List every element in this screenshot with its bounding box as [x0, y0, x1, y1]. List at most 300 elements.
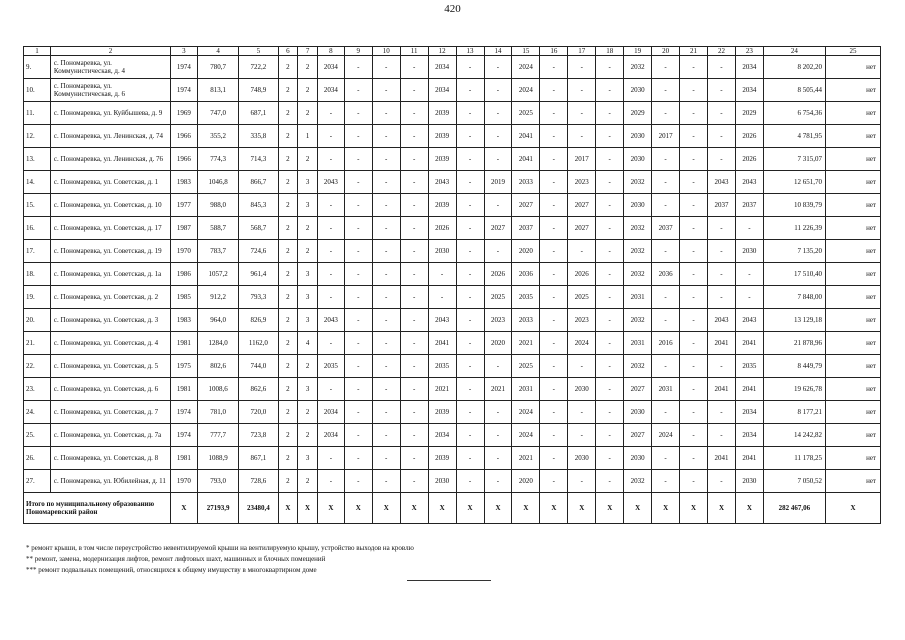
table-cell: -: [317, 447, 344, 470]
table-cell: нет: [825, 424, 880, 447]
table-cell: -: [652, 355, 680, 378]
header-cell: 22: [708, 47, 736, 56]
table-cell: -: [344, 171, 372, 194]
table-cell: 2023: [484, 309, 512, 332]
table-cell: -: [456, 263, 484, 286]
table-cell: 8 202,20: [763, 56, 825, 79]
table-cell: 747,0: [197, 102, 238, 125]
table-cell: 2023: [568, 309, 596, 332]
table-cell: -: [456, 56, 484, 79]
table-cell: -: [596, 447, 624, 470]
table-cell: -: [652, 102, 680, 125]
header-cell: 14: [484, 47, 512, 56]
table-cell: -: [428, 263, 456, 286]
table-cell: -: [540, 79, 568, 102]
total-cell: 27193,9: [197, 493, 238, 524]
total-cell: X: [624, 493, 652, 524]
table-cell: -: [540, 240, 568, 263]
table-cell: 2030: [624, 79, 652, 102]
table-cell: -: [568, 424, 596, 447]
table-cell: 2032: [624, 56, 652, 79]
table-cell: 780,7: [197, 56, 238, 79]
table-cell: 2: [278, 447, 298, 470]
table-cell: 2027: [624, 378, 652, 401]
table-cell: 14 242,82: [763, 424, 825, 447]
table-cell: 7 848,00: [763, 286, 825, 309]
table-cell: -: [400, 148, 428, 171]
table-cell: -: [317, 148, 344, 171]
table-cell: 2020: [484, 332, 512, 355]
table-cell: нет: [825, 102, 880, 125]
table-cell: 2026: [484, 263, 512, 286]
table-cell: -: [652, 148, 680, 171]
table-cell: -: [344, 309, 372, 332]
table-cell: нет: [825, 125, 880, 148]
table-cell: 2035: [512, 286, 540, 309]
table-row: [24, 79, 881, 102]
table-cell: -: [456, 125, 484, 148]
table-cell: 728,6: [239, 470, 278, 493]
total-cell: X: [278, 493, 298, 524]
table-cell: -: [708, 424, 736, 447]
table-cell: -: [596, 332, 624, 355]
table-cell: 2032: [624, 263, 652, 286]
table-cell: -: [317, 332, 344, 355]
address-cell: с. Пономаревка, ул. Советская, д. 4: [50, 332, 170, 355]
table-cell: 781,0: [197, 401, 238, 424]
table-cell: -: [484, 401, 512, 424]
table-cell: -: [344, 56, 372, 79]
table-cell: 2024: [512, 401, 540, 424]
table-cell: 1: [298, 125, 318, 148]
table-cell: -: [456, 332, 484, 355]
table-cell: 2036: [512, 263, 540, 286]
table-cell: 2024: [512, 56, 540, 79]
table-cell: -: [652, 240, 680, 263]
table-row: [24, 355, 881, 378]
table-cell: 2030: [735, 240, 763, 263]
table-cell: 2: [298, 217, 318, 240]
table-cell: 1974: [170, 79, 197, 102]
table-cell: -: [708, 148, 736, 171]
divider: [407, 580, 491, 581]
table-cell: 2034: [735, 79, 763, 102]
table-cell: -: [372, 470, 400, 493]
address-cell: с. Пономаревка, ул. Советская, д. 10: [50, 194, 170, 217]
table-cell: 2034: [317, 56, 344, 79]
table-cell: -: [540, 217, 568, 240]
table-cell: -: [317, 194, 344, 217]
header-cell: 17: [568, 47, 596, 56]
table-cell: 1008,6: [197, 378, 238, 401]
table-cell: -: [400, 171, 428, 194]
table-cell: -: [344, 148, 372, 171]
table-cell: 2043: [735, 171, 763, 194]
table-cell: 2037: [708, 194, 736, 217]
table-row: [24, 56, 881, 79]
table-cell: -: [540, 56, 568, 79]
table-cell: 2: [278, 240, 298, 263]
table-row: [24, 401, 881, 424]
table-cell: 2032: [624, 470, 652, 493]
table-cell: -: [680, 447, 708, 470]
table-cell: -: [568, 102, 596, 125]
footnote: * ремонт крыши, в том числе переустройство невентилируемой крыши на вентилируемую крышу, устройство выходов на кровлю: [26, 544, 414, 552]
table-cell: 2: [298, 424, 318, 447]
table-cell: -: [680, 332, 708, 355]
table-cell: -: [372, 102, 400, 125]
address-cell: с. Пономаревка, ул. Советская, д. 6: [50, 378, 170, 401]
table-cell: -: [652, 79, 680, 102]
table-cell: 10 839,79: [763, 194, 825, 217]
total-cell: X: [170, 493, 197, 524]
table-cell: 2021: [484, 378, 512, 401]
table-cell: -: [540, 148, 568, 171]
table-cell: нет: [825, 240, 880, 263]
table-cell: -: [708, 286, 736, 309]
table-cell: -: [540, 470, 568, 493]
table-cell: -: [708, 470, 736, 493]
table-cell: 2020: [512, 470, 540, 493]
table-cell: -: [596, 355, 624, 378]
table-cell: 1981: [170, 378, 197, 401]
table-cell: 2043: [428, 171, 456, 194]
table-cell: -: [317, 125, 344, 148]
table-cell: -: [372, 424, 400, 447]
table-cell: 826,9: [239, 309, 278, 332]
table-cell: -: [680, 56, 708, 79]
header-cell: 15: [512, 47, 540, 56]
table-cell: 2032: [624, 355, 652, 378]
table-cell: 2037: [652, 217, 680, 240]
table-cell: 2032: [624, 309, 652, 332]
table-cell: 3: [298, 286, 318, 309]
table-cell: 2: [298, 79, 318, 102]
table-cell: 1162,0: [239, 332, 278, 355]
table-cell: 964,0: [197, 309, 238, 332]
table-cell: 1284,0: [197, 332, 238, 355]
table-cell: 1966: [170, 125, 197, 148]
table-cell: -: [540, 355, 568, 378]
table-cell: -: [652, 194, 680, 217]
table-cell: -: [680, 240, 708, 263]
table-cell: -: [317, 378, 344, 401]
table-cell: 2030: [624, 194, 652, 217]
table-cell: 2: [278, 148, 298, 171]
table-cell: 3: [298, 171, 318, 194]
table-cell: -: [400, 263, 428, 286]
table-cell: -: [372, 194, 400, 217]
table-cell: 13.: [24, 148, 51, 171]
total-cell: X: [825, 493, 880, 524]
footnotes: [26, 543, 414, 576]
table-cell: -: [596, 194, 624, 217]
table-cell: 2043: [428, 309, 456, 332]
table-cell: -: [540, 102, 568, 125]
table-cell: нет: [825, 56, 880, 79]
total-cell: X: [596, 493, 624, 524]
table-cell: -: [708, 56, 736, 79]
total-cell: X: [680, 493, 708, 524]
footnote: ** ремонт, замена, модернизация лифтов, ремонт лифтовых шахт, машинных и блочных помещений: [26, 555, 326, 563]
table-cell: -: [568, 240, 596, 263]
table-cell: -: [400, 102, 428, 125]
table-cell: 19.: [24, 286, 51, 309]
table-cell: -: [317, 286, 344, 309]
table-cell: 2: [298, 148, 318, 171]
table-cell: -: [484, 102, 512, 125]
table-cell: 2039: [428, 194, 456, 217]
table-cell: 12.: [24, 125, 51, 148]
table-cell: -: [540, 194, 568, 217]
table-cell: -: [484, 194, 512, 217]
table-cell: 1974: [170, 424, 197, 447]
header-cell: 5: [239, 47, 278, 56]
table-row: [24, 125, 881, 148]
total-label: Итого по муниципальному образованию Пономаревский район: [24, 493, 171, 524]
table-cell: -: [680, 378, 708, 401]
table-cell: 2017: [568, 148, 596, 171]
table-cell: 774,3: [197, 148, 238, 171]
table-cell: 15.: [24, 194, 51, 217]
total-cell: X: [484, 493, 512, 524]
table-cell: 17.: [24, 240, 51, 263]
table-cell: 2: [278, 125, 298, 148]
table-cell: -: [680, 79, 708, 102]
total-cell: X: [317, 493, 344, 524]
table-cell: 2027: [484, 217, 512, 240]
table-cell: 724,6: [239, 240, 278, 263]
table-cell: -: [372, 309, 400, 332]
table-cell: -: [540, 332, 568, 355]
total-cell: X: [372, 493, 400, 524]
table-cell: 2: [298, 240, 318, 263]
header-cell: 2: [50, 47, 170, 56]
header-cell: 3: [170, 47, 197, 56]
table-cell: -: [596, 148, 624, 171]
table-cell: 793,0: [197, 470, 238, 493]
table-cell: 2027: [568, 217, 596, 240]
table-cell: 1970: [170, 240, 197, 263]
total-cell: X: [652, 493, 680, 524]
table-cell: -: [400, 240, 428, 263]
table-cell: 714,3: [239, 148, 278, 171]
table-cell: 2039: [428, 447, 456, 470]
table-cell: -: [596, 263, 624, 286]
table-row: [24, 286, 881, 309]
table-cell: -: [680, 125, 708, 148]
table-cell: нет: [825, 447, 880, 470]
table-cell: -: [372, 148, 400, 171]
table-cell: 2041: [512, 148, 540, 171]
table-cell: -: [708, 401, 736, 424]
table-cell: -: [372, 447, 400, 470]
table-cell: -: [456, 355, 484, 378]
table-cell: 802,6: [197, 355, 238, 378]
table-cell: 722,2: [239, 56, 278, 79]
table-cell: -: [317, 240, 344, 263]
table-cell: 2024: [568, 332, 596, 355]
table-cell: 25.: [24, 424, 51, 447]
table-cell: 2036: [652, 263, 680, 286]
table-cell: 1985: [170, 286, 197, 309]
page-number: 420: [444, 3, 461, 15]
table-cell: -: [708, 102, 736, 125]
table-cell: -: [735, 286, 763, 309]
table-cell: нет: [825, 286, 880, 309]
table-cell: 2: [278, 378, 298, 401]
table-cell: -: [652, 171, 680, 194]
table-cell: -: [456, 401, 484, 424]
table-cell: 11 226,39: [763, 217, 825, 240]
table-cell: 1983: [170, 171, 197, 194]
total-row: [24, 493, 881, 524]
table-row: [24, 148, 881, 171]
header-cell: 6: [278, 47, 298, 56]
address-cell: с. Пономаревка, ул. Советская, д. 5: [50, 355, 170, 378]
table-row: [24, 378, 881, 401]
table-row: [24, 217, 881, 240]
table-cell: 2041: [512, 125, 540, 148]
table-cell: 1975: [170, 355, 197, 378]
table-cell: 2041: [708, 332, 736, 355]
table-cell: 3: [298, 309, 318, 332]
table-cell: -: [344, 470, 372, 493]
table-cell: -: [568, 401, 596, 424]
table-cell: -: [456, 447, 484, 470]
table-cell: 2026: [428, 217, 456, 240]
total-cell: X: [428, 493, 456, 524]
header-cell: 20: [652, 47, 680, 56]
table-cell: 588,7: [197, 217, 238, 240]
total-cell: X: [456, 493, 484, 524]
table-cell: 9.: [24, 56, 51, 79]
table-cell: -: [540, 286, 568, 309]
table-cell: -: [456, 240, 484, 263]
table-cell: 13 129,18: [763, 309, 825, 332]
table-cell: 2: [278, 56, 298, 79]
table-cell: -: [456, 217, 484, 240]
table-cell: нет: [825, 217, 880, 240]
table-cell: -: [708, 125, 736, 148]
table-cell: 1987: [170, 217, 197, 240]
table-cell: -: [568, 56, 596, 79]
table-cell: -: [484, 79, 512, 102]
table-cell: -: [400, 470, 428, 493]
table-cell: -: [400, 424, 428, 447]
table-cell: -: [680, 424, 708, 447]
table-cell: 2041: [735, 447, 763, 470]
address-cell: с. Пономаревка, ул. Советская, д. 8: [50, 447, 170, 470]
table-cell: 2039: [428, 401, 456, 424]
header-row: [24, 47, 881, 56]
table-cell: 2: [278, 401, 298, 424]
table-cell: 2032: [624, 171, 652, 194]
table-cell: нет: [825, 263, 880, 286]
table-cell: -: [708, 240, 736, 263]
table-row: [24, 309, 881, 332]
table-cell: 2: [298, 355, 318, 378]
table-cell: 2043: [317, 171, 344, 194]
table-cell: -: [540, 401, 568, 424]
table-cell: 19 626,78: [763, 378, 825, 401]
header-cell: 8: [317, 47, 344, 56]
address-cell: с. Пономаревка, ул. Юбилейная, д. 11: [50, 470, 170, 493]
table-cell: -: [456, 171, 484, 194]
table-cell: -: [372, 286, 400, 309]
table-cell: -: [344, 125, 372, 148]
header-cell: 25: [825, 47, 880, 56]
table-cell: 24.: [24, 401, 51, 424]
table-cell: -: [708, 217, 736, 240]
table-cell: -: [596, 424, 624, 447]
table-cell: -: [400, 79, 428, 102]
table-cell: -: [317, 263, 344, 286]
table-cell: -: [652, 447, 680, 470]
table-cell: 2034: [735, 401, 763, 424]
table-cell: -: [484, 125, 512, 148]
table-cell: -: [596, 171, 624, 194]
table-cell: 813,1: [197, 79, 238, 102]
table-cell: 3: [298, 194, 318, 217]
address-cell: с. Пономаревка, ул. Коммунистическая, д. 4: [50, 56, 170, 79]
table-cell: -: [372, 378, 400, 401]
table-cell: -: [400, 217, 428, 240]
table-cell: 866,7: [239, 171, 278, 194]
table-cell: 2025: [512, 355, 540, 378]
table-cell: -: [456, 378, 484, 401]
table-cell: 2041: [428, 332, 456, 355]
table-cell: 2: [298, 470, 318, 493]
table-cell: -: [400, 56, 428, 79]
table-cell: -: [344, 240, 372, 263]
header-cell: 24: [763, 47, 825, 56]
table-cell: 2034: [428, 424, 456, 447]
table-cell: 355,2: [197, 125, 238, 148]
table-cell: -: [596, 401, 624, 424]
table-cell: -: [596, 240, 624, 263]
table-cell: -: [344, 355, 372, 378]
table-cell: -: [372, 56, 400, 79]
table-cell: 11 178,25: [763, 447, 825, 470]
header-cell: 21: [680, 47, 708, 56]
table-cell: -: [568, 470, 596, 493]
table-cell: 2030: [568, 378, 596, 401]
table-cell: -: [568, 355, 596, 378]
table-cell: -: [372, 401, 400, 424]
address-cell: с. Пономаревка, ул. Куйбышева, д. 9: [50, 102, 170, 125]
table-cell: 7 135,20: [763, 240, 825, 263]
footnote: *** ремонт подвальных помещений, относящихся к общему имуществу в многоквартирном доме: [26, 566, 317, 574]
table-cell: -: [596, 286, 624, 309]
table-cell: 845,3: [239, 194, 278, 217]
table-cell: 783,7: [197, 240, 238, 263]
table-cell: 23.: [24, 378, 51, 401]
table-cell: 2026: [735, 148, 763, 171]
table-cell: 2032: [624, 240, 652, 263]
header-cell: 12: [428, 47, 456, 56]
table-cell: нет: [825, 79, 880, 102]
table-cell: 2035: [735, 355, 763, 378]
table-cell: 2024: [512, 424, 540, 447]
table-cell: 2020: [512, 240, 540, 263]
table-cell: -: [344, 286, 372, 309]
table-cell: 2017: [652, 125, 680, 148]
table-cell: 8 177,21: [763, 401, 825, 424]
table-cell: 2: [278, 332, 298, 355]
table-cell: -: [456, 309, 484, 332]
table-cell: -: [540, 125, 568, 148]
